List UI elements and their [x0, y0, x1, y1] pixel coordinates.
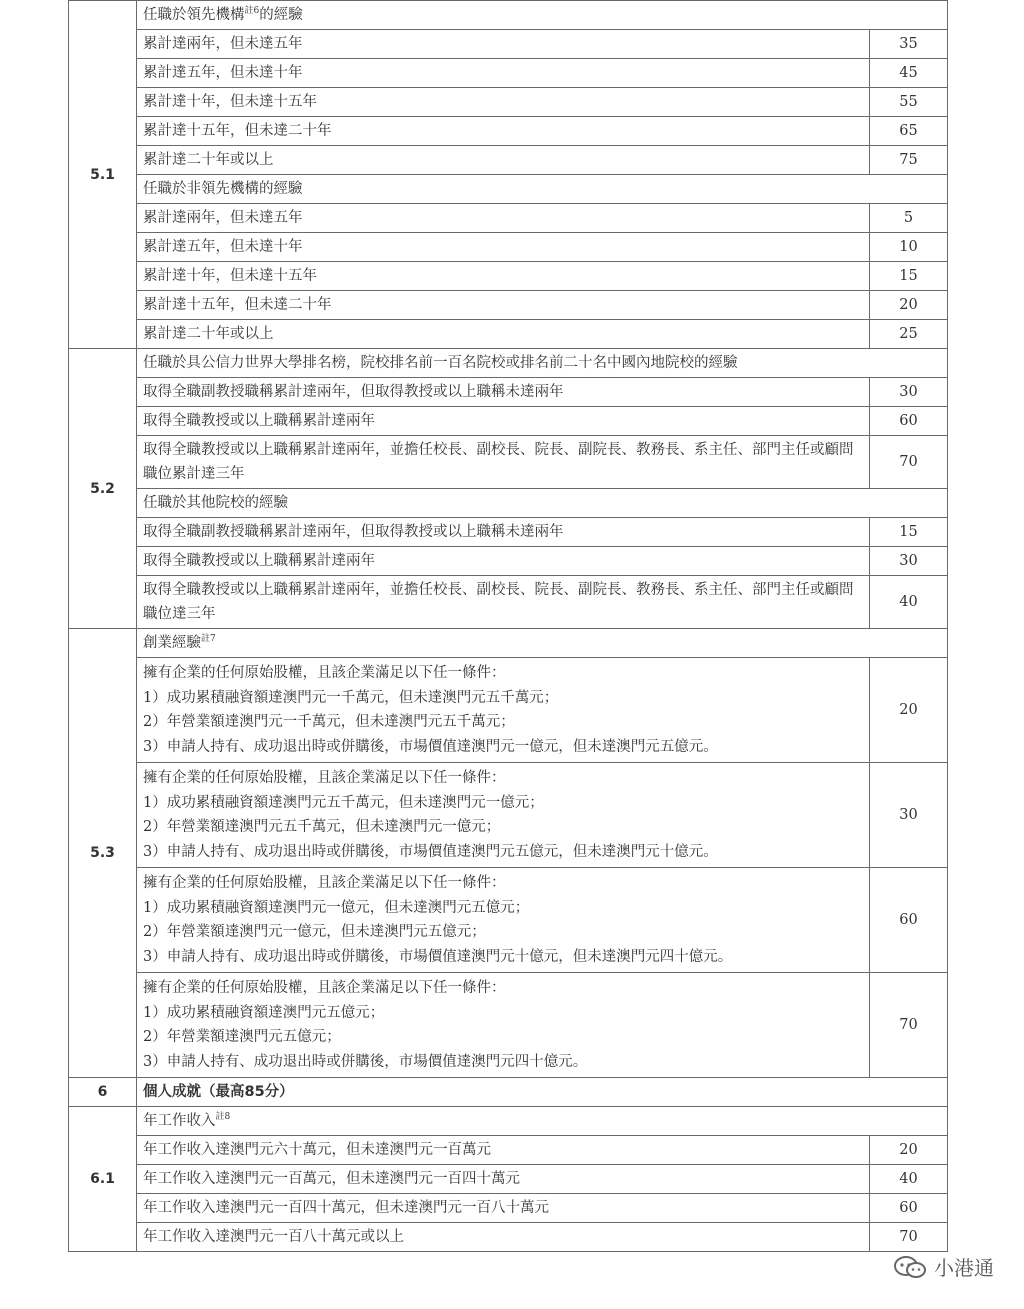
score-value: 65 [870, 117, 948, 146]
subsection-header [137, 1, 948, 30]
table-row [69, 1136, 948, 1165]
header-text: 年工作收入 [143, 1113, 216, 1129]
criterion-label: 累計達十年，但未達十五年 [137, 88, 870, 117]
table-row [69, 658, 948, 763]
criterion-label: 年工作收入達澳門元一百八十萬元或以上 [137, 1223, 870, 1252]
criterion-label: 累計達十五年，但未達二十年 [137, 117, 870, 146]
criterion-label: 累計達五年，但未達十年 [137, 59, 870, 88]
table-row [69, 30, 948, 59]
criterion-label: 年工作收入達澳門元六十萬元，但未達澳門元一百萬元 [137, 1136, 870, 1165]
subsection-header: 任職於具公信力世界大學排名榜，院校排名前一百名院校或排名前二十名中國內地院校的經驗 [137, 349, 948, 378]
score-value: 40 [870, 1165, 948, 1194]
score-value: 20 [870, 291, 948, 320]
table-row [69, 88, 948, 117]
table-row [69, 763, 948, 868]
criterion-line: 3）申請人持有、成功退出時或併購後，市場價值達澳門元五億元，但未達澳門元十億元。 [143, 843, 718, 860]
criterion-label [137, 763, 870, 868]
criterion-label: 取得全職教授或以上職稱累計達兩年 [137, 407, 870, 436]
table-row [69, 547, 948, 576]
criterion-line: 1）成功累積融資額達澳門元五千萬元，但未達澳門元一億元； [143, 794, 544, 811]
score-value: 60 [870, 868, 948, 973]
header-text: 創業經驗 [143, 635, 201, 651]
note-ref: 註6 [244, 6, 260, 17]
table-row [69, 576, 948, 629]
subsection-header: 任職於其他院校的經驗 [137, 489, 948, 518]
criterion-line: 1）成功累積融資額達澳門元一千萬元，但未達澳門元五千萬元； [143, 689, 559, 706]
score-value: 70 [870, 973, 948, 1078]
note-ref: 註8 [215, 1112, 231, 1123]
criterion-line: 2）年營業額達澳門元一億元，但未達澳門元五億元； [143, 924, 486, 940]
header-text: 的經驗 [259, 7, 303, 23]
score-value: 70 [870, 436, 948, 489]
criterion-line: 擁有企業的任何原始股權，且該企業滿足以下任一條件： [143, 875, 506, 891]
table-row [69, 868, 948, 973]
criterion-line: 2）年營業額達澳門元五千萬元，但未達澳門元一億元； [143, 819, 501, 835]
score-value: 35 [870, 30, 948, 59]
criterion-label [137, 973, 870, 1078]
score-value: 60 [870, 1194, 948, 1223]
score-value: 60 [870, 407, 948, 436]
subsection-header [137, 629, 948, 658]
score-value: 30 [870, 763, 948, 868]
criterion-line: 擁有企業的任何原始股權，且該企業滿足以下任一條件： [143, 770, 506, 786]
score-value: 20 [870, 1136, 948, 1165]
criterion-label: 取得全職教授或以上職稱累計達兩年 [137, 547, 870, 576]
score-value: 20 [870, 658, 948, 763]
criterion-line: 3）申請人持有、成功退出時或併購後，市場價值達澳門元一億元，但未達澳門元五億元。 [143, 738, 718, 755]
criterion-line: 2）年營業額達澳門元五億元； [143, 1029, 341, 1045]
score-value: 30 [870, 547, 948, 576]
note-ref: 註7 [201, 634, 216, 645]
criterion-label: 累計達兩年，但未達五年 [137, 204, 870, 233]
criterion-label: 累計達二十年或以上 [137, 320, 870, 349]
watermark-text: 小港通 [934, 1256, 994, 1280]
table-row [69, 407, 948, 436]
section-code: 5.3 [69, 629, 137, 1078]
table-row [69, 320, 948, 349]
table-row [69, 233, 948, 262]
table-row [69, 436, 948, 489]
section-code: 6.1 [69, 1107, 137, 1252]
criterion-label: 取得全職副教授職稱累計達兩年，但取得教授或以上職稱未達兩年 [137, 518, 870, 547]
criterion-label: 累計達十五年，但未達二十年 [137, 291, 870, 320]
criterion-label: 累計達五年，但未達十年 [137, 233, 870, 262]
criterion-label: 累計達兩年，但未達五年 [137, 30, 870, 59]
score-value: 15 [870, 518, 948, 547]
criterion-line: 擁有企業的任何原始股權，且該企業滿足以下任一條件： [143, 980, 506, 996]
score-value: 75 [870, 146, 948, 175]
table-row [69, 1165, 948, 1194]
section-code: 5.1 [69, 1, 137, 349]
criterion-label: 累計達十年，但未達十五年 [137, 262, 870, 291]
criterion-label: 年工作收入達澳門元一百四十萬元，但未達澳門元一百八十萬元 [137, 1194, 870, 1223]
score-value: 30 [870, 378, 948, 407]
table-row [69, 378, 948, 407]
table-row [69, 146, 948, 175]
criterion-line: 1）成功累積融資額達澳門元五億元； [143, 1004, 385, 1021]
points-table [68, 0, 948, 1252]
section-code: 6 [69, 1078, 137, 1107]
table-row [69, 204, 948, 233]
table-row [69, 1223, 948, 1252]
wechat-official-account-icon [892, 1254, 928, 1280]
score-value: 45 [870, 59, 948, 88]
table-row [69, 973, 948, 1078]
score-value: 15 [870, 262, 948, 291]
table-row [69, 59, 948, 88]
criterion-label [137, 868, 870, 973]
subsection-header [137, 1107, 948, 1136]
table-row [69, 518, 948, 547]
watermark [892, 1252, 994, 1281]
score-value: 10 [870, 233, 948, 262]
score-value: 70 [870, 1223, 948, 1252]
table-row [69, 262, 948, 291]
criterion-line: 2）年營業額達澳門元一千萬元，但未達澳門元五千萬元； [143, 714, 515, 730]
score-value: 25 [870, 320, 948, 349]
score-value: 55 [870, 88, 948, 117]
criterion-label: 年工作收入達澳門元一百萬元，但未達澳門元一百四十萬元 [137, 1165, 870, 1194]
table-row [69, 291, 948, 320]
header-text: 任職於領先機構 [143, 7, 245, 23]
criterion-line: 擁有企業的任何原始股權，且該企業滿足以下任一條件： [143, 665, 506, 681]
criterion-label: 取得全職教授或以上職稱累計達兩年，並擔任校長、副校長、院長、副院長、教務長、系主任、部門主任或顧問職位累計達三年 [137, 436, 870, 489]
criterion-line: 1）成功累積融資額達澳門元一億元，但未達澳門元五億元； [143, 899, 530, 916]
score-value: 5 [870, 204, 948, 233]
score-value: 40 [870, 576, 948, 629]
section-title: 個人成就（最高85分） [137, 1078, 948, 1107]
section-code: 5.2 [69, 349, 137, 629]
criterion-line: 3）申請人持有、成功退出時或併購後，市場價值達澳門元四十億元。 [143, 1053, 588, 1070]
table-row [69, 1194, 948, 1223]
subsection-header: 任職於非領先機構的經驗 [137, 175, 948, 204]
table-row [69, 117, 948, 146]
criterion-label: 取得全職教授或以上職稱累計達兩年，並擔任校長、副校長、院長、副院長、教務長、系主任、部門主任或顧問職位達三年 [137, 576, 870, 629]
criterion-label: 累計達二十年或以上 [137, 146, 870, 175]
criterion-line: 3）申請人持有、成功退出時或併購後，市場價值達澳門元十億元，但未達澳門元四十億元。 [143, 948, 733, 965]
criterion-label [137, 658, 870, 763]
criterion-label: 取得全職副教授職稱累計達兩年，但取得教授或以上職稱未達兩年 [137, 378, 870, 407]
